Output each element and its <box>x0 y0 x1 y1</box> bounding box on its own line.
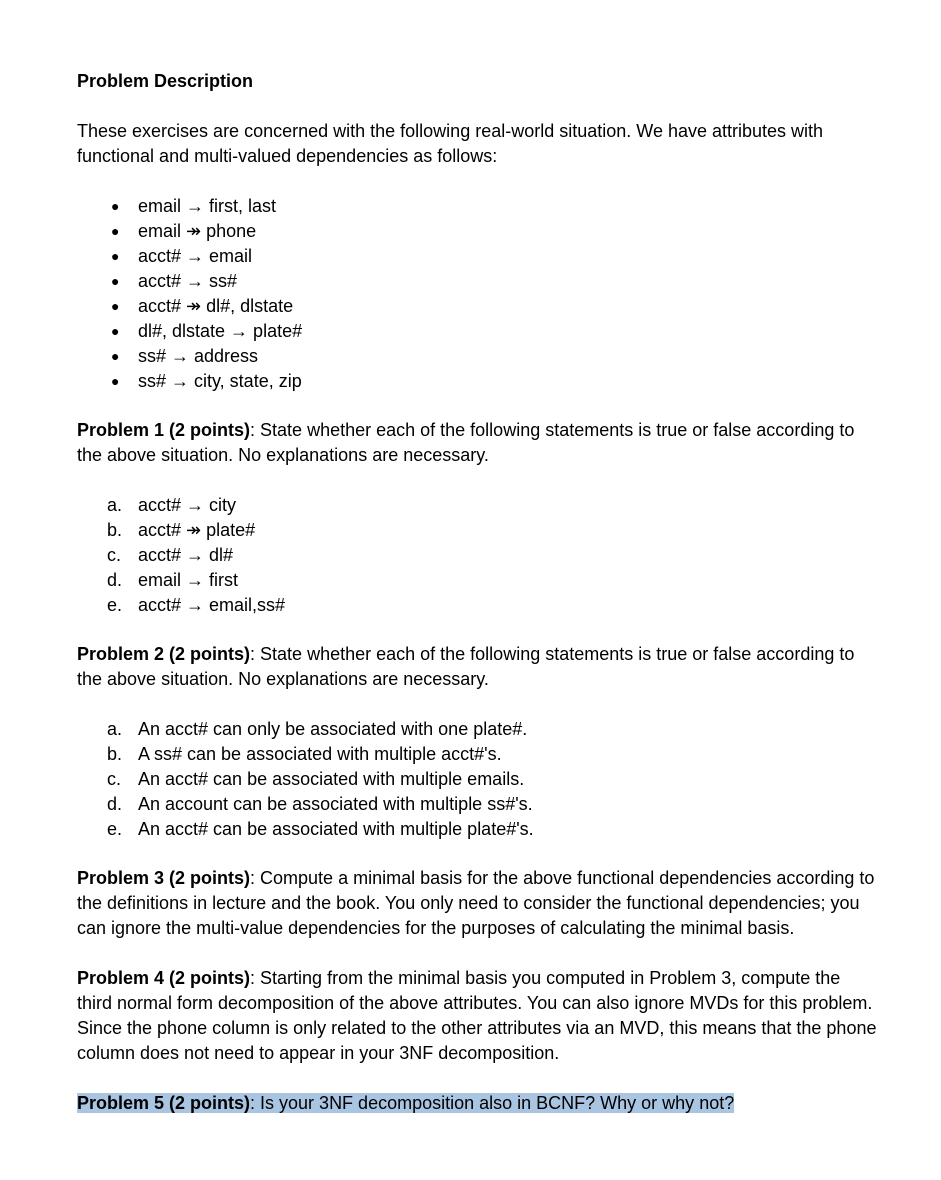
dependency-text: acct# → email <box>138 246 253 266</box>
list-item <box>77 369 877 394</box>
item-text: acct# → email,ss# <box>138 595 286 615</box>
dependency-text: email → first, last <box>138 196 277 216</box>
list-item <box>77 319 877 344</box>
bullet-icon: ● <box>111 248 120 264</box>
problem-2-list <box>77 717 877 842</box>
problem-title: Problem 5 (2 points) <box>77 1093 251 1113</box>
problem-5[interactable] <box>77 1091 877 1116</box>
item-marker: c. <box>107 545 122 565</box>
intro-paragraph: These exercises are concerned with the following real-world situation. We have attributes with functional and multi-valued dependencies as follows: <box>77 121 824 166</box>
bullet-icon: ● <box>111 373 120 389</box>
list-item <box>77 194 877 219</box>
list-item <box>77 269 877 294</box>
item-text: An acct# can be associated with multiple emails. <box>138 769 525 789</box>
problem-1-list <box>77 493 877 618</box>
problem-title: Problem 1 (2 points) <box>77 420 251 440</box>
item-marker: a. <box>107 495 123 515</box>
list-item <box>77 344 877 369</box>
problem-title: Problem 4 (2 points) <box>77 968 251 988</box>
dependency-text: ss# → city, state, zip <box>138 371 302 391</box>
item-marker: d. <box>107 570 123 590</box>
item-text: acct# → dl# <box>138 545 234 565</box>
selected-text[interactable] <box>77 1093 734 1113</box>
dependency-text: acct# ↠ dl#, dlstate <box>138 296 294 316</box>
problem-text: : Compute a minimal basis for the above functional dependencies according to the definitions in lecture and the book. You only need to consider the functional dependencies; you can ignore the multi-value dependencies for the purposes of calculating the minimal basis. <box>77 868 875 938</box>
item-marker: e. <box>107 595 123 615</box>
item-marker: d. <box>107 794 123 814</box>
problem-1 <box>77 418 877 468</box>
item-marker: c. <box>107 769 122 789</box>
list-item <box>77 219 877 244</box>
problem-2 <box>77 642 877 692</box>
problem-3 <box>77 866 877 941</box>
dependency-list <box>77 194 877 394</box>
dependency-text: email ↠ phone <box>138 221 257 241</box>
item-text: An acct# can be associated with multiple plate#'s. <box>138 819 534 839</box>
list-item <box>77 742 877 767</box>
document-page <box>77 69 877 1141</box>
list-item <box>77 518 877 543</box>
problem-description-heading: Problem Description <box>77 71 254 91</box>
item-text: acct# → city <box>138 495 237 515</box>
item-marker: b. <box>107 520 123 540</box>
problem-text: : Starting from the minimal basis you computed in Problem 3, compute the third normal form decomposition of the above attributes. You can also ignore MVDs for this problem. Since the phone column is only related to the other attributes via an MVD, this means that the phone column does not need to appear in your 3NF decomposition. <box>77 968 877 1063</box>
list-item <box>77 792 877 817</box>
problem-title: Problem 3 (2 points) <box>77 868 251 888</box>
problem-text: : State whether each of the following statements is true or false according to the above situation. No explanations are necessary. <box>77 420 855 465</box>
list-item <box>77 493 877 518</box>
bullet-icon: ● <box>111 223 120 239</box>
item-marker: b. <box>107 744 123 764</box>
problem-4 <box>77 966 877 1066</box>
list-item <box>77 817 877 842</box>
list-item <box>77 244 877 269</box>
list-item <box>77 717 877 742</box>
list-item <box>77 767 877 792</box>
bullet-icon: ● <box>111 348 120 364</box>
item-text: acct# ↠ plate# <box>138 520 256 540</box>
bullet-icon: ● <box>111 273 120 289</box>
dependency-text: ss# → address <box>138 346 259 366</box>
list-item <box>77 543 877 568</box>
list-item <box>77 294 877 319</box>
item-marker: a. <box>107 719 123 739</box>
bullet-icon: ● <box>111 298 120 314</box>
bullet-icon: ● <box>111 323 120 339</box>
item-text: An acct# can only be associated with one plate#. <box>138 719 528 739</box>
dependency-text: acct# → ss# <box>138 271 238 291</box>
item-marker: e. <box>107 819 123 839</box>
list-item <box>77 568 877 593</box>
dependency-text: dl#, dlstate → plate# <box>138 321 303 341</box>
bullet-icon: ● <box>111 198 120 214</box>
problem-text: : State whether each of the following statements is true or false according to the above situation. No explanations are necessary. <box>77 644 855 689</box>
list-item <box>77 593 877 618</box>
item-text: A ss# can be associated with multiple acct#'s. <box>138 744 502 764</box>
problem-title: Problem 2 (2 points) <box>77 644 251 664</box>
problem-text: : Is your 3NF decomposition also in BCNF? Why or why not? <box>250 1093 735 1113</box>
item-text: An account can be associated with multiple ss#'s. <box>138 794 533 814</box>
item-text: email → first <box>138 570 239 590</box>
